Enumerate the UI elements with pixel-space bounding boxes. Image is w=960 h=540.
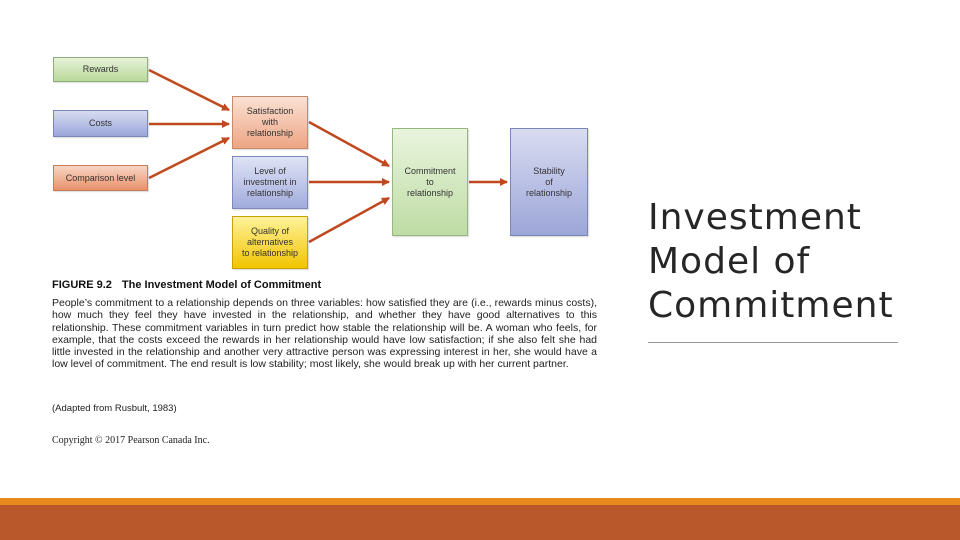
arrow-rewards-to-satisfaction xyxy=(149,70,229,110)
footer-accent-bar xyxy=(0,498,960,505)
rewards-box: Rewards xyxy=(53,57,148,82)
figure-source: (Adapted from Rusbult, 1983) xyxy=(52,403,177,414)
slide-title: Investment Model of Commitment xyxy=(648,197,894,326)
arrow-satisfaction-to-commitment xyxy=(309,122,389,166)
satisfaction-box: Satisfaction with relationship xyxy=(232,96,308,149)
stability-box: Stability of relationship xyxy=(510,128,588,236)
costs-box: Costs xyxy=(53,110,148,137)
title-underline xyxy=(648,342,898,343)
arrow-comparison-to-satisfaction xyxy=(149,138,229,178)
footer-bar xyxy=(0,505,960,540)
arrow-quality-to-commitment xyxy=(309,198,389,242)
figure-caption: People’s commitment to a relationship depends on three variables: how satisfied they are (i.e., rewards minus costs), how much they feel they have invested in the relationship, and whether they have good alternatives to this relationship. These commitment variables in turn predict how stable the relationship will be. A woman who feels, for example, that the costs exceed the rewards in her relationship would have low satisfaction; if she also felt she had little invested in the relationship and another very attractive person was expressing interest in her, she would have a low level of commitment. The end result is low stability; most likely, she would break up with her current partner. xyxy=(52,297,597,371)
figure-title xyxy=(52,279,321,291)
investment-box: Level of investment in relationship xyxy=(232,156,308,209)
copyright-notice: Copyright © 2017 Pearson Canada Inc. xyxy=(52,435,210,446)
quality-of-alternatives-box: Quality of alternatives to relationship xyxy=(232,216,308,269)
figure-title-text: The Investment Model of Commitment xyxy=(121,279,322,291)
figure-number: FIGURE 9.2 xyxy=(52,279,112,291)
comparison-level-box: Comparison level xyxy=(53,165,148,191)
commitment-box: Commitment to relationship xyxy=(392,128,468,236)
